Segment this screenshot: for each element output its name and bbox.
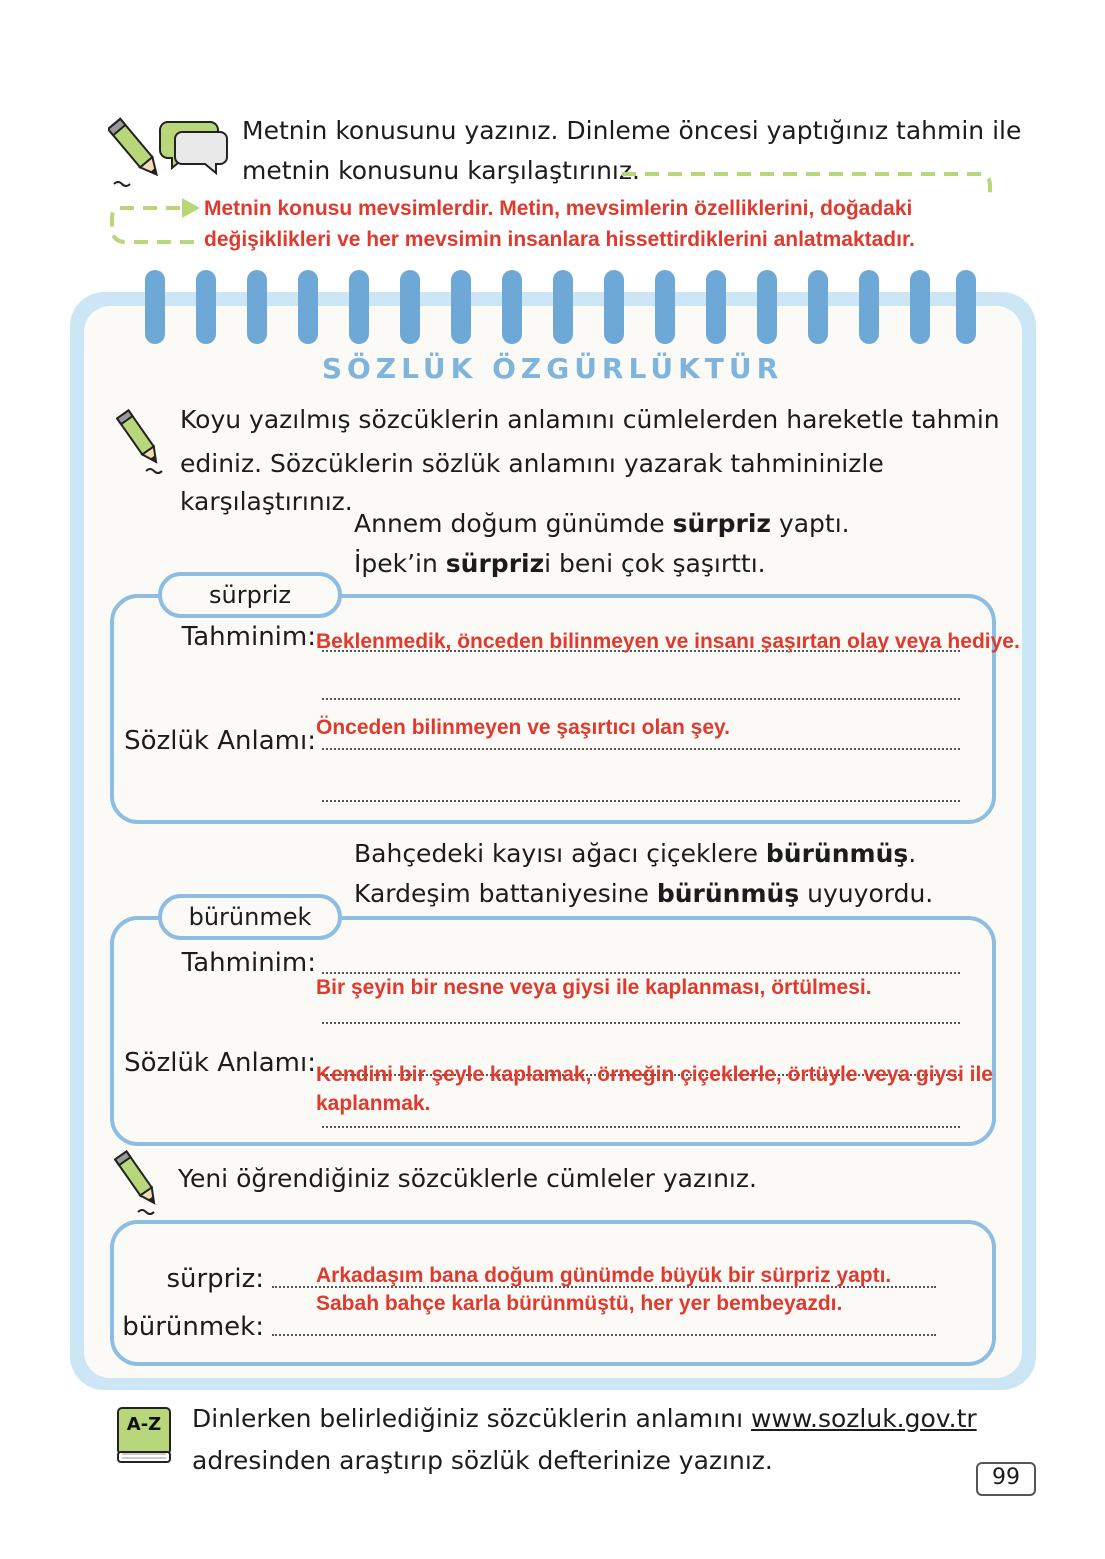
guess-answer: Bir şeyin bir nesne veya giysi ile kaplanması, örtülmesi. (316, 976, 872, 999)
spiral-ring (859, 270, 879, 344)
footer-line2: adresinden araştırıp sözlük defterinize yazınız. (192, 1446, 773, 1475)
sentence-label-burunmek: bürünmek: (122, 1312, 264, 1342)
spiral-ring (349, 270, 369, 344)
spiral-ring (553, 270, 573, 344)
guess-answer: Beklenmedik, önceden bilinmeyen ve insanı şaşırtan olay veya hediye. (316, 630, 1020, 653)
instruction-line1: Koyu yazılmış sözcüklerin anlamını cümlelerden hareketle tahmin (180, 405, 1000, 434)
pencil-icon (116, 405, 164, 475)
guess-label: Tahminim: (181, 622, 316, 652)
footer-line1: Dinlerken belirlediğiniz sözcüklerin anlamını www.sozluk.gov.tr (192, 1404, 977, 1433)
intro-answer-line1: Metnin konusu mevsimlerdir. Metin, mevsimlerin özelliklerini, doğadaki (204, 197, 913, 220)
intro-question-line2: metnin konusunu karşılaştırınız. (242, 156, 640, 185)
speech-bubbles-icon (158, 112, 230, 176)
meaning-answer: Önceden bilinmeyen ve şaşırtıcı olan şey. (316, 716, 730, 739)
spiral-ring (706, 270, 726, 344)
spiral-ring (655, 270, 675, 344)
spiral-ring (956, 270, 976, 344)
dictionary-book-icon (114, 1404, 176, 1466)
book-icon-label: A-Z (126, 1414, 162, 1435)
guess-label: Tahminim: (181, 948, 316, 978)
spiral-ring (604, 270, 624, 344)
example-sentence: Annem doğum günümde sürpriz yaptı. (354, 509, 850, 538)
example-sentence: Bahçedeki kayısı ağacı çiçeklere bürünmüş. (354, 839, 917, 868)
sentence-label-surpriz: sürpriz: (166, 1264, 264, 1294)
answer-line[interactable] (272, 1334, 936, 1336)
spiral-ring (298, 270, 318, 344)
spiral-ring (910, 270, 930, 344)
meaning-label: Sözlük Anlamı: (124, 1048, 316, 1078)
spiral-ring (196, 270, 216, 344)
section-title: SÖZLÜK ÖZGÜRLÜKTÜR (321, 352, 784, 385)
word-tab-burunmek: bürünmek (158, 894, 342, 940)
answer-line[interactable] (322, 1126, 960, 1128)
answer-line[interactable] (322, 698, 960, 700)
pencil-icon (114, 1146, 162, 1216)
intro-answer-line2: değişiklikleri ve her mevsimin insanlara hissettirdiklerini anlatmaktadır. (204, 228, 915, 251)
meaning-answer-line2: kaplanmak. (316, 1092, 431, 1115)
spiral-ring (502, 270, 522, 344)
spiral-ring (145, 270, 165, 344)
sentences-instruction: Yeni öğrendiğiniz sözcüklerle cümleler yazınız. (178, 1164, 757, 1193)
spiral-ring (451, 270, 471, 344)
meaning-label: Sözlük Anlamı: (124, 726, 316, 756)
instruction-line2: ediniz. Sözcüklerin sözlük anlamını yazarak tahmininizle karşılaştırınız. (180, 449, 884, 516)
meaning-answer-line1: Kendini bir şeyle kaplamak, örneğin çiçeklerle, örtüyle veya giysi ile (316, 1063, 993, 1086)
answer-line[interactable] (322, 800, 960, 802)
answer-line[interactable] (322, 1022, 960, 1024)
sozluk-link[interactable]: www.sozluk.gov.tr (750, 1404, 977, 1433)
spiral-ring (247, 270, 267, 344)
sentence-answer-burunmek: Sabah bahçe karla bürünmüştü, her yer bembeyazdı. (316, 1292, 843, 1315)
intro-question-line1: Metnin konusunu yazınız. Dinleme öncesi yaptığınız tahmin ile (242, 116, 1022, 145)
example-sentence: Kardeşim battaniyesine bürünmüş uyuyordu. (354, 879, 934, 908)
sentence-answer-surpriz: Arkadaşım bana doğum günümde büyük bir sürpriz yaptı. (316, 1264, 892, 1287)
example-sentence: İpek’in sürprizi beni çok şaşırttı. (354, 549, 766, 578)
page-number: 99 (976, 1462, 1036, 1496)
spiral-ring (808, 270, 828, 344)
word-tab-surpriz: sürpriz (158, 572, 342, 618)
spiral-ring (757, 270, 777, 344)
spiral-ring (400, 270, 420, 344)
answer-line[interactable] (322, 748, 960, 750)
